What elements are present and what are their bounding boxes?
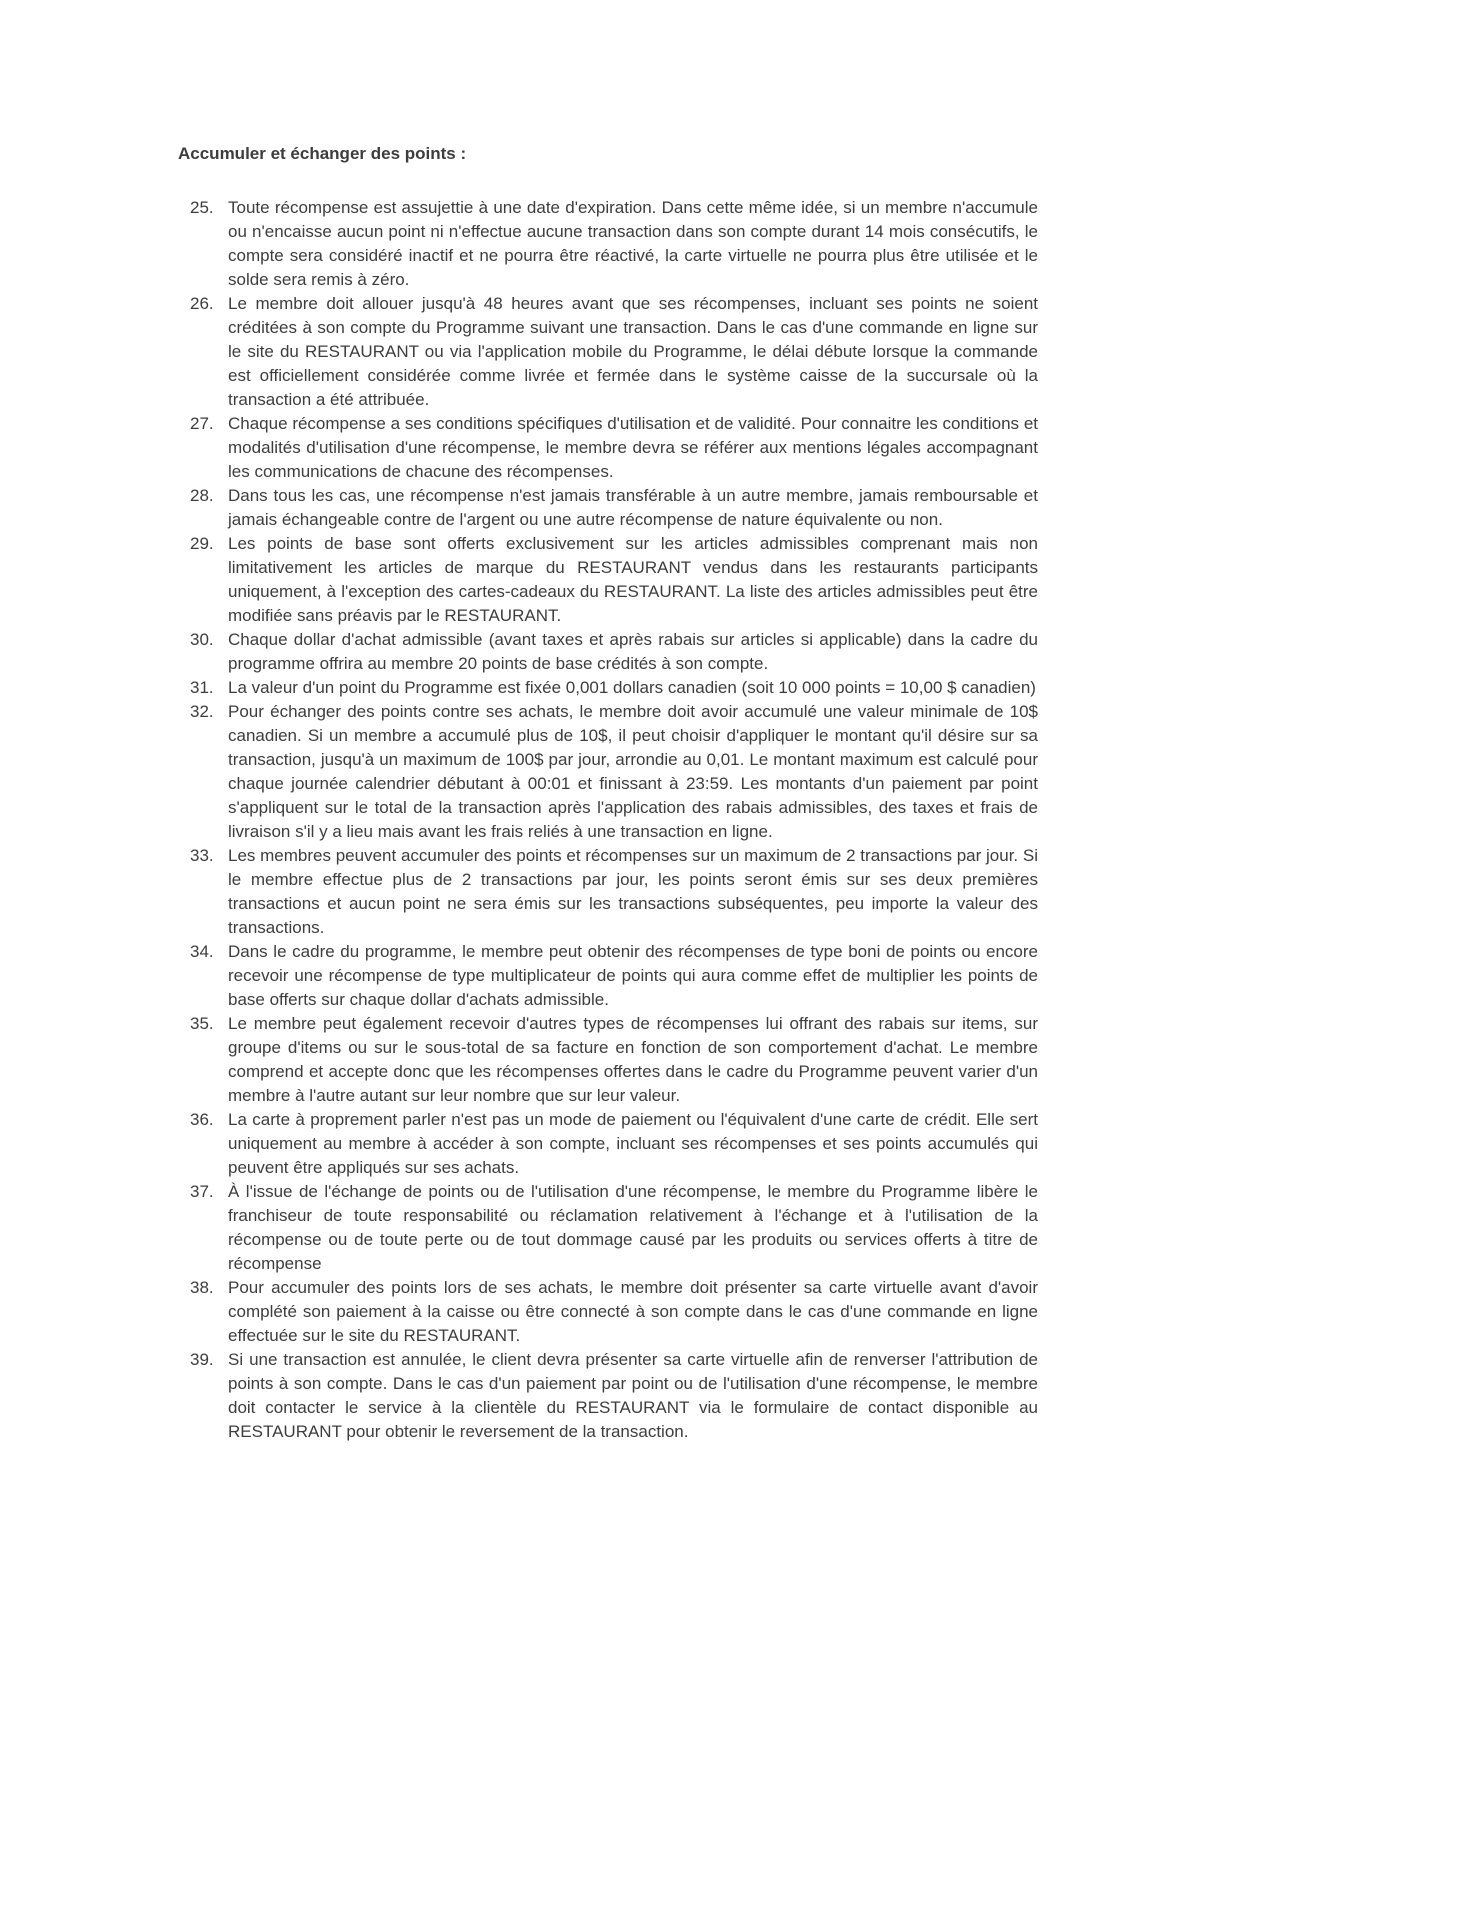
list-item xyxy=(190,484,1038,532)
list-item xyxy=(190,292,1038,412)
item-number: 28. xyxy=(190,486,214,505)
item-number: 31. xyxy=(190,678,214,697)
list-item xyxy=(190,1108,1038,1180)
item-text: Le membre doit allouer jusqu'à 48 heures avant que ses récompenses, incluant ses points ne soient créditées à son compte du Programme suivant une transaction. Dans le cas d'une commande en ligne sur le site du RESTAURANT ou via l'application mobile du Programme, le délai débute lorsque la commande est officiellement considérée comme livrée et fermée dans le système caisse de la succursale où la transaction a été attribuée. xyxy=(228,294,1038,409)
item-number: 32. xyxy=(190,702,214,721)
list-item xyxy=(190,628,1038,676)
item-number: 27. xyxy=(190,414,214,433)
item-number: 25. xyxy=(190,198,214,217)
terms-list xyxy=(178,196,1038,1444)
item-text: Les membres peuvent accumuler des points et récompenses sur un maximum de 2 transactions par jour. Si le membre effectue plus de 2 transactions par jour, les points seront émis sur ses deux premières transactions et aucun point ne sera émis sur les transactions subséquentes, peu importe la valeur des transactions. xyxy=(228,846,1038,937)
list-item xyxy=(190,1012,1038,1108)
item-number: 35. xyxy=(190,1014,214,1033)
item-text: Toute récompense est assujettie à une date d'expiration. Dans cette même idée, si un membre n'accumule ou n'encaisse aucun point ni n'effectue aucune transaction dans son compte durant 14 mois consécutifs, le compte sera considéré inactif et ne pourra être réactivé, la carte virtuelle ne pourra plus être utilisée et le solde sera remis à zéro. xyxy=(228,198,1038,289)
item-number: 39. xyxy=(190,1350,214,1369)
item-number: 29. xyxy=(190,534,214,553)
list-item xyxy=(190,676,1038,700)
item-text: Chaque dollar d'achat admissible (avant taxes et après rabais sur articles si applicable) dans la cadre du programme offrira au membre 20 points de base crédités à son compte. xyxy=(228,630,1038,673)
item-text: Dans le cadre du programme, le membre peut obtenir des récompenses de type boni de points ou encore recevoir une récompense de type multiplicateur de points qui aura comme effet de multiplier les points de base offerts sur chaque dollar d'achats admissible. xyxy=(228,942,1038,1009)
item-number: 30. xyxy=(190,630,214,649)
item-text: Chaque récompense a ses conditions spécifiques d'utilisation et de validité. Pour connaitre les conditions et modalités d'utilisation d'une récompense, le membre devra se référer aux mentions légales accompagnant les communications de chacune des récompenses. xyxy=(228,414,1038,481)
list-item xyxy=(190,844,1038,940)
item-number: 33. xyxy=(190,846,214,865)
item-text: Le membre peut également recevoir d'autres types de récompenses lui offrant des rabais sur items, sur groupe d'items ou sur le sous-total de sa facture en fonction de son comportement d'achat. Le membre comprend et accepte donc que les récompenses offertes dans le cadre du Programme peuvent varier d'un membre à l'autre autant sur leur nombre que sur leur valeur. xyxy=(228,1014,1038,1105)
list-item xyxy=(190,700,1038,844)
item-number: 34. xyxy=(190,942,214,961)
item-number: 38. xyxy=(190,1278,214,1297)
item-text: Pour accumuler des points lors de ses achats, le membre doit présenter sa carte virtuelle avant d'avoir complété son paiement à la caisse ou être connecté à son compte dans le cas d'une commande en ligne effectuée sur le site du RESTAURANT. xyxy=(228,1278,1038,1345)
list-item xyxy=(190,1348,1038,1444)
item-text: À l'issue de l'échange de points ou de l'utilisation d'une récompense, le membre du Programme libère le franchiseur de toute responsabilité ou réclamation relativement à l'échange et à l'utilisation de la récompense ou de toute perte ou de tout dommage causé par les produits ou services offerts à titre de récompense xyxy=(228,1182,1038,1273)
item-text: Pour échanger des points contre ses achats, le membre doit avoir accumulé une valeur minimale de 10$ canadien. Si un membre a accumulé plus de 10$, il peut choisir d'appliquer le montant qu'il désire sur sa transaction, jusqu'à un maximum de 100$ par jour, arrondie au 0,01. Le montant maximum est calculé pour chaque journée calendrier débutant à 00:01 et finissant à 23:59. Les montants d'un paiement par point s'appliquent sur le total de la transaction après l'application des rabais admissibles, des taxes et frais de livraison s'il y a lieu mais avant les frais reliés à une transaction en ligne. xyxy=(228,702,1038,841)
item-text: Si une transaction est annulée, le client devra présenter sa carte virtuelle afin de renverser l'attribution de points à son compte. Dans le cas d'un paiement par point ou de l'utilisation d'une récompense, le membre doit contacter le service à la clientèle du RESTAURANT via le formulaire de contact disponible au RESTAURANT pour obtenir le reversement de la transaction. xyxy=(228,1350,1038,1441)
item-text: Les points de base sont offerts exclusivement sur les articles admissibles comprenant mais non limitativement les articles de marque du RESTAURANT vendus dans les restaurants participants uniquement, à l'exception des cartes-cadeaux du RESTAURANT. La liste des articles admissibles peut être modifiée sans préavis par le RESTAURANT. xyxy=(228,534,1038,625)
item-text: La carte à proprement parler n'est pas un mode de paiement ou l'équivalent d'une carte de crédit. Elle sert uniquement au membre à accéder à son compte, incluant ses récompenses et ses points accumulés qui peuvent être appliqués sur ses achats. xyxy=(228,1110,1038,1177)
item-number: 36. xyxy=(190,1110,214,1129)
item-number: 37. xyxy=(190,1182,214,1201)
item-text: Dans tous les cas, une récompense n'est jamais transférable à un autre membre, jamais remboursable et jamais échangeable contre de l'argent ou une autre récompense de nature équivalente ou non. xyxy=(228,486,1038,529)
list-item xyxy=(190,412,1038,484)
list-item xyxy=(190,940,1038,1012)
list-item xyxy=(190,1276,1038,1348)
list-item xyxy=(190,196,1038,292)
item-number: 26. xyxy=(190,294,214,313)
list-item xyxy=(190,1180,1038,1276)
item-text: La valeur d'un point du Programme est fixée 0,001 dollars canadien (soit 10 000 points = 10,00 $ canadien) xyxy=(228,678,1036,697)
list-item xyxy=(190,532,1038,628)
section-heading: Accumuler et échanger des points : xyxy=(178,144,467,163)
